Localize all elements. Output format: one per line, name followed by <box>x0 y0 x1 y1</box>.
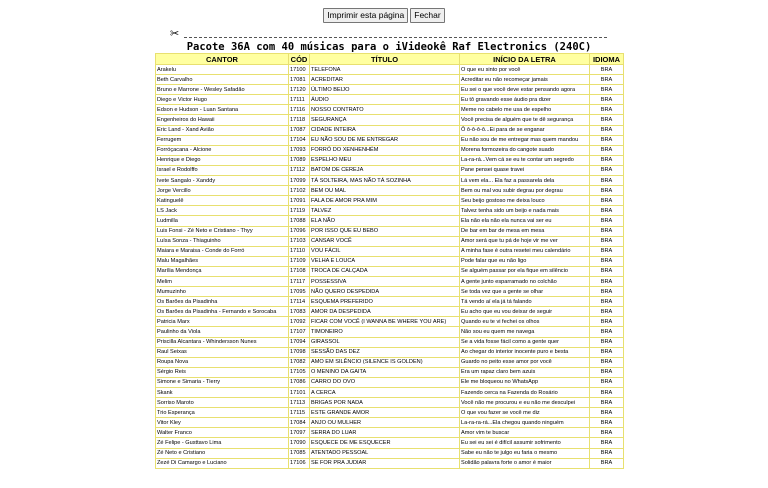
cell-cod: 17099 <box>289 176 310 186</box>
cell-cantor: Walter Franco <box>156 428 289 438</box>
cell-cod: 17089 <box>289 155 310 165</box>
cell-titulo: SERRA DO LUAR <box>310 428 460 438</box>
cell-inicio: Amor vim te buscar <box>460 428 590 438</box>
cell-idioma: BRA <box>590 297 624 307</box>
cell-cantor: Forróçacana - Alcione <box>156 145 289 155</box>
cell-inicio: Você não me procurou e eu não me desculpei <box>460 398 590 408</box>
print-button[interactable]: Imprimir esta página <box>323 8 408 23</box>
cell-inicio: Lá vem ela... Ela faz a passarela dela <box>460 176 590 186</box>
table-row <box>156 196 624 206</box>
cell-idioma: BRA <box>590 408 624 418</box>
cell-inicio: La-ra-ra-rá...Ela chegou quando ninguém <box>460 418 590 428</box>
cell-titulo: AMO EM SILÊNCIO (SILENCE IS GOLDEN) <box>310 357 460 367</box>
cell-idioma: BRA <box>590 317 624 327</box>
cell-idioma: BRA <box>590 428 624 438</box>
cell-cantor: Zezé Di Camargo e Luciano <box>156 458 289 468</box>
cell-cantor: Sérgio Reis <box>156 367 289 377</box>
cell-cantor: Diego e Victor Hugo <box>156 95 289 105</box>
cell-inicio: Acreditar eu não recomeçar jamais <box>460 75 590 85</box>
cell-cantor: Katinguelê <box>156 196 289 206</box>
cell-inicio: O que eu sinto por você <box>460 65 590 75</box>
cell-cod: 17103 <box>289 236 310 246</box>
cell-inicio: Ela não ela não ela nunca vai ser eu <box>460 216 590 226</box>
cell-cantor: Israel e Rodolffo <box>156 165 289 175</box>
cell-inicio: Eu sei eu sei é difícil assumir sofrimento <box>460 438 590 448</box>
cell-idioma: BRA <box>590 276 624 286</box>
cell-titulo: POR ISSO QUE EU BEBO <box>310 226 460 236</box>
cell-idioma: BRA <box>590 206 624 216</box>
cell-idioma: BRA <box>590 125 624 135</box>
table-row <box>156 65 624 75</box>
cell-cod: 17109 <box>289 256 310 266</box>
cell-cantor: Melim <box>156 276 289 286</box>
table-row <box>156 165 624 175</box>
cell-cod: 17112 <box>289 165 310 175</box>
table-row <box>156 418 624 428</box>
cell-cod: 17108 <box>289 266 310 276</box>
table-row <box>156 226 624 236</box>
table-row <box>156 347 624 357</box>
table-row <box>156 448 624 458</box>
cell-inicio: Eu tô gravando esse áudio pra dizer <box>460 95 590 105</box>
cell-inicio: O que vou fazer se você me diz <box>460 408 590 418</box>
table-row <box>156 357 624 367</box>
cell-cod: 17107 <box>289 327 310 337</box>
cell-idioma: BRA <box>590 438 624 448</box>
cell-inicio: Se alguém passar por ela fique em silêncio <box>460 266 590 276</box>
cell-inicio: Pane pensei quase travei <box>460 165 590 175</box>
cell-idioma: BRA <box>590 95 624 105</box>
cell-idioma: BRA <box>590 75 624 85</box>
cell-inicio: Se toda vez que a gente se olhar <box>460 287 590 297</box>
cell-inicio: Era um rapaz claro bem azuis <box>460 367 590 377</box>
cell-titulo: VELHA E LOUCA <box>310 256 460 266</box>
cell-inicio: Guardo no peito esse amor por você <box>460 357 590 367</box>
cell-cantor: Raul Seixas <box>156 347 289 357</box>
cell-cod: 17117 <box>289 276 310 286</box>
table-row <box>156 176 624 186</box>
table-header-row <box>156 54 624 65</box>
cell-cod: 17101 <box>289 388 310 398</box>
cell-idioma: BRA <box>590 115 624 125</box>
cell-idioma: BRA <box>590 145 624 155</box>
header-cod: CÓD <box>289 54 310 65</box>
toolbar <box>0 5 768 23</box>
cell-inicio: Não sou eu quem me navega <box>460 327 590 337</box>
table-row <box>156 367 624 377</box>
cell-cod: 17119 <box>289 206 310 216</box>
cell-idioma: BRA <box>590 357 624 367</box>
cell-inicio: Solidão palavra forte o amor é maior <box>460 458 590 468</box>
table-row <box>156 75 624 85</box>
cell-titulo: A CERCA <box>310 388 460 398</box>
cell-titulo: TIMONEIRO <box>310 327 460 337</box>
cell-titulo: SE FOR PRA JUDIAR <box>310 458 460 468</box>
cell-inicio: Fazendo cerca na Fazenda do Rosário <box>460 388 590 398</box>
table-row <box>156 458 624 468</box>
cell-idioma: BRA <box>590 226 624 236</box>
cell-cantor: Priscilla Alcantara - Whindersson Nunes <box>156 337 289 347</box>
cell-cantor: Vitor Kley <box>156 418 289 428</box>
cell-titulo: TÁ SOLTEIRA, MAS NÃO TÁ SOZINHA <box>310 176 460 186</box>
cell-cod: 17095 <box>289 287 310 297</box>
cell-cod: 17084 <box>289 418 310 428</box>
table-row <box>156 216 624 226</box>
table-row <box>156 186 624 196</box>
cell-cod: 17090 <box>289 438 310 448</box>
page-title: Pacote 36A com 40 músicas para o iVideokê Raf Electronics (240C) <box>186 41 592 53</box>
table-row <box>156 246 624 256</box>
cell-titulo: ÁUDIO <box>310 95 460 105</box>
cell-cod: 17097 <box>289 428 310 438</box>
table-row <box>156 337 624 347</box>
cell-inicio: Eu sei o que você deve estar pensando agora <box>460 85 590 95</box>
header-cantor: CANTOR <box>156 54 289 65</box>
cell-idioma: BRA <box>590 135 624 145</box>
cell-idioma: BRA <box>590 186 624 196</box>
table-row <box>156 398 624 408</box>
cell-cod: 17087 <box>289 125 310 135</box>
cell-titulo: CARRO DO OVO <box>310 377 460 387</box>
cell-inicio: Morena formozeira do cangote suado <box>460 145 590 155</box>
cell-titulo: ELA NÃO <box>310 216 460 226</box>
cell-cod: 17105 <box>289 367 310 377</box>
cell-titulo: ANJO OU MULHER <box>310 418 460 428</box>
cell-cantor: Engenheiros do Hawaii <box>156 115 289 125</box>
cell-cantor: Sorriso Maroto <box>156 398 289 408</box>
cell-cod: 17100 <box>289 65 310 75</box>
cell-cod: 17110 <box>289 246 310 256</box>
cell-inicio: Ao chegar do interior inocente puro e besta <box>460 347 590 357</box>
cell-cod: 17083 <box>289 307 310 317</box>
cell-idioma: BRA <box>590 307 624 317</box>
cell-idioma: BRA <box>590 367 624 377</box>
cell-cantor: Patricia Marx <box>156 317 289 327</box>
cell-titulo: ESTE GRANDE AMOR <box>310 408 460 418</box>
cell-cantor: Trio Esperança <box>156 408 289 418</box>
cell-titulo: O MENINO DA GAITA <box>310 367 460 377</box>
cell-inicio: Você precisa de alguém que te dê segurança <box>460 115 590 125</box>
cell-inicio: Ele me bloqueou no WhatsApp <box>460 377 590 387</box>
table-row <box>156 115 624 125</box>
cell-cod: 17102 <box>289 186 310 196</box>
cell-inicio: Tá vendo aí ela já tá falando <box>460 297 590 307</box>
cell-titulo: TROCA DE CALÇADA <box>310 266 460 276</box>
cell-titulo: EU NÃO SOU DE ME ENTREGAR <box>310 135 460 145</box>
cell-inicio: Eu não sou de me entregar mas quem mandou <box>460 135 590 145</box>
cell-cod: 17094 <box>289 337 310 347</box>
close-button[interactable]: Fechar <box>410 8 444 23</box>
cell-cod: 17106 <box>289 458 310 468</box>
songs-table <box>155 53 624 469</box>
table-row <box>156 145 624 155</box>
cell-idioma: BRA <box>590 287 624 297</box>
cell-inicio: A minha fase é outra resetei meu calendário <box>460 246 590 256</box>
cell-titulo: SEGURANÇA <box>310 115 460 125</box>
cell-inicio: Sabe eu não te julgo eu faria o mesmo <box>460 448 590 458</box>
cell-inicio: Pode falar que eu não ligo <box>460 256 590 266</box>
cell-titulo: CANSAR VOCÊ <box>310 236 460 246</box>
cell-cod: 17093 <box>289 145 310 155</box>
cell-idioma: BRA <box>590 337 624 347</box>
cell-cod: 17086 <box>289 377 310 387</box>
cell-titulo: TALVEZ <box>310 206 460 216</box>
cell-titulo: NOSSO CONTRATO <box>310 105 460 115</box>
table-row <box>156 428 624 438</box>
cell-titulo: ESQUEMA PREFERIDO <box>310 297 460 307</box>
cell-cod: 17115 <box>289 408 310 418</box>
cell-titulo: FORRÓ DO XENHENHÉM <box>310 145 460 155</box>
cell-cod: 17082 <box>289 357 310 367</box>
table-row <box>156 276 624 286</box>
cell-cantor: Luis Fonsi - Zé Neto e Cristiano - Thyy <box>156 226 289 236</box>
header-inicio-da-letra: INÍCIO DA LETRA <box>460 54 590 65</box>
cell-titulo: BRIGAS POR NADA <box>310 398 460 408</box>
cell-idioma: BRA <box>590 266 624 276</box>
cell-idioma: BRA <box>590 85 624 95</box>
cell-inicio: Bem ou mal vou subir degrau por degrau <box>460 186 590 196</box>
cell-idioma: BRA <box>590 327 624 337</box>
cell-titulo: TELEFONA <box>310 65 460 75</box>
table-row <box>156 317 624 327</box>
table-body <box>156 65 624 469</box>
cell-cantor: Marília Mendonça <box>156 266 289 276</box>
cell-cantor: Zé Felipe - Gusttavo Lima <box>156 438 289 448</box>
cell-inicio: A gente junto esparramado no colchão <box>460 276 590 286</box>
cell-idioma: BRA <box>590 216 624 226</box>
cell-titulo: ÚLTIMO BEIJO <box>310 85 460 95</box>
cell-titulo: ACREDITAR <box>310 75 460 85</box>
cell-titulo: FALA DE AMOR PRA MIM <box>310 196 460 206</box>
cell-titulo: ATENTADO PESSOAL <box>310 448 460 458</box>
cell-cod: 17104 <box>289 135 310 145</box>
cell-inicio: Eu acho que eu vou deixar de seguir <box>460 307 590 317</box>
cell-cantor: Eric Land - Xand Avião <box>156 125 289 135</box>
cell-idioma: BRA <box>590 377 624 387</box>
cut-line <box>170 28 607 41</box>
cell-idioma: BRA <box>590 256 624 266</box>
table-row <box>156 388 624 398</box>
table-row <box>156 377 624 387</box>
cell-idioma: BRA <box>590 388 624 398</box>
cell-idioma: BRA <box>590 65 624 75</box>
table-row <box>156 266 624 276</box>
cell-cod: 17120 <box>289 85 310 95</box>
cell-cantor: Luísa Sonza - Thiaguinho <box>156 236 289 246</box>
cell-cod: 17085 <box>289 448 310 458</box>
table-row <box>156 256 624 266</box>
cell-cantor: Edson e Hudson - Luan Santana <box>156 105 289 115</box>
cell-idioma: BRA <box>590 196 624 206</box>
cell-titulo: ESQUECE DE ME ESQUECER <box>310 438 460 448</box>
cell-cantor: Arakelu <box>156 65 289 75</box>
cell-idioma: BRA <box>590 155 624 165</box>
cell-cod: 17096 <box>289 226 310 236</box>
cell-idioma: BRA <box>590 105 624 115</box>
scissors-icon: ✂ <box>170 28 180 40</box>
cell-inicio: Meme no cabelo me usa de espelho <box>460 105 590 115</box>
cell-cod: 17113 <box>289 398 310 408</box>
table-row <box>156 206 624 216</box>
cell-titulo: VOU FÁCIL <box>310 246 460 256</box>
cell-cantor: Beth Carvalho <box>156 75 289 85</box>
table-row <box>156 155 624 165</box>
cell-cod: 17091 <box>289 196 310 206</box>
cell-cantor: Zé Neto e Cristiano <box>156 448 289 458</box>
cell-inicio: Quando eu te vi fechei os olhos <box>460 317 590 327</box>
cell-cod: 17092 <box>289 317 310 327</box>
cell-inicio: Seu beijo gostoso me deixa louco <box>460 196 590 206</box>
table-row <box>156 287 624 297</box>
cell-titulo: NÃO QUERO DESPEDIDA <box>310 287 460 297</box>
cell-idioma: BRA <box>590 418 624 428</box>
cell-cod: 17114 <box>289 297 310 307</box>
table-row <box>156 125 624 135</box>
cell-titulo: POSSESSIVA <box>310 276 460 286</box>
cell-titulo: GIRASSOL <box>310 337 460 347</box>
cell-cantor: Simone e Simaria - Tierry <box>156 377 289 387</box>
cell-titulo: BEM OU MAL <box>310 186 460 196</box>
cell-cod: 17081 <box>289 75 310 85</box>
cell-idioma: BRA <box>590 347 624 357</box>
cell-cantor: Roupa Nova <box>156 357 289 367</box>
cell-titulo: FICAR COM VOCÊ (I WANNA BE WHERE YOU ARE) <box>310 317 460 327</box>
cell-cantor: LS Jack <box>156 206 289 216</box>
header-idioma: IDIOMA <box>590 54 624 65</box>
table-row <box>156 307 624 317</box>
cell-cantor: Ludmilla <box>156 216 289 226</box>
cell-idioma: BRA <box>590 176 624 186</box>
table-row <box>156 327 624 337</box>
table-row <box>156 135 624 145</box>
table-row <box>156 438 624 448</box>
cell-titulo: AMOR DA DESPEDIDA <box>310 307 460 317</box>
cell-cantor: Henrique e Diego <box>156 155 289 165</box>
table-row <box>156 105 624 115</box>
dashed-divider <box>184 37 607 38</box>
cell-cantor: Os Barões da Pisadinha - Fernando e Sorocaba <box>156 307 289 317</box>
cell-cod: 17116 <box>289 105 310 115</box>
cell-idioma: BRA <box>590 448 624 458</box>
cell-idioma: BRA <box>590 236 624 246</box>
cell-titulo: BATOM DE CEREJA <box>310 165 460 175</box>
cell-titulo: CIDADE INTEIRA <box>310 125 460 135</box>
cell-cantor: Maiara e Maraisa - Conde do Forró <box>156 246 289 256</box>
cell-idioma: BRA <box>590 165 624 175</box>
cell-cod: 17098 <box>289 347 310 357</box>
table-row <box>156 408 624 418</box>
header-titulo: TÍTULO <box>310 54 460 65</box>
cell-cod: 17111 <box>289 95 310 105</box>
table-row <box>156 85 624 95</box>
table-row <box>156 297 624 307</box>
cell-idioma: BRA <box>590 458 624 468</box>
cell-idioma: BRA <box>590 246 624 256</box>
cell-inicio: La-ra-rá...Vem cá se eu te contar um segredo <box>460 155 590 165</box>
cell-cantor: Os Barões da Pisadinha <box>156 297 289 307</box>
cell-cod: 17088 <box>289 216 310 226</box>
cell-inicio: Ô ô-ô-ô-ô...Ei para de se enganar <box>460 125 590 135</box>
table-row <box>156 236 624 246</box>
cell-cod: 17118 <box>289 115 310 125</box>
cell-cantor: Malu Magalhães <box>156 256 289 266</box>
cell-titulo: SESSÃO DAS DEZ <box>310 347 460 357</box>
cell-inicio: Talvez tenha sido um beijo e nada mais <box>460 206 590 216</box>
cell-idioma: BRA <box>590 398 624 408</box>
cell-cantor: Ferrugem <box>156 135 289 145</box>
cell-inicio: Amor será que tu pá de hoje vir me ver <box>460 236 590 246</box>
cell-cantor: Bruno e Marrone - Wesley Safadão <box>156 85 289 95</box>
cell-cantor: Ivete Sangalo - Xanddy <box>156 176 289 186</box>
cell-cantor: Jorge Vercillo <box>156 186 289 196</box>
cell-inicio: De bar em bar de mesa em mesa <box>460 226 590 236</box>
cell-cantor: Skank <box>156 388 289 398</box>
table-row <box>156 95 624 105</box>
cell-titulo: ESPELHO MEU <box>310 155 460 165</box>
cell-cantor: Paulinho da Viola <box>156 327 289 337</box>
cell-inicio: Se a vida fosse fácil como a gente quer <box>460 337 590 347</box>
cell-cantor: Mumuzinho <box>156 287 289 297</box>
